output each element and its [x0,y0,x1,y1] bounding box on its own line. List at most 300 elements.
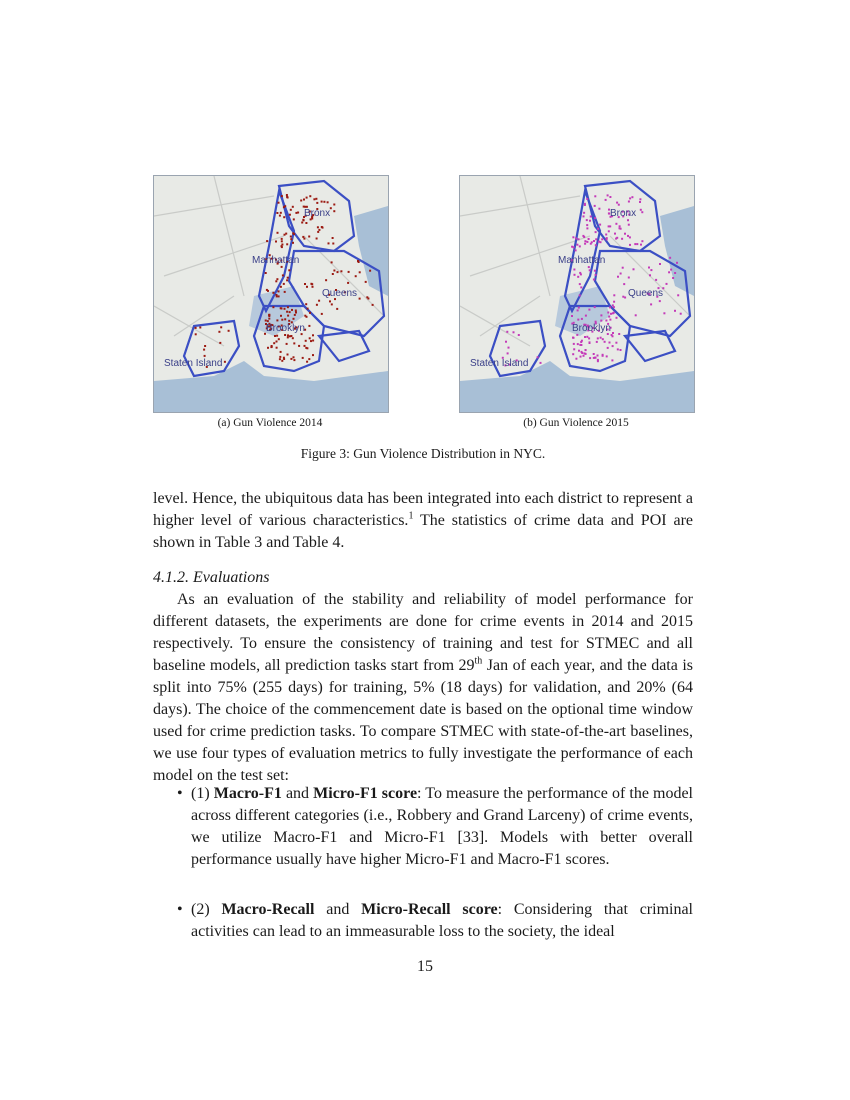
incident-dot [293,356,295,358]
incident-dot [321,313,323,315]
incident-dot [641,240,643,242]
figure-caption: Figure 3: Gun Violence Distribution in NYC. [300,446,546,461]
incident-dot [355,275,357,277]
incident-dot [593,240,595,242]
incident-dot [284,308,286,310]
incident-dot [307,308,309,310]
incident-dot [286,196,288,198]
incident-dot [668,271,670,273]
incident-dot [612,304,614,306]
incident-dot [585,315,587,317]
incident-dot [627,219,629,221]
incident-dot [359,298,361,300]
incident-dot [589,341,591,343]
incident-dot [275,280,277,282]
term-bold: Micro-F1 score [313,785,418,802]
incident-dot [287,306,289,308]
incident-dot [309,312,311,314]
incident-dot [365,281,367,283]
incident-dot [283,357,285,359]
incident-dot [593,353,595,355]
incident-dot [273,342,275,344]
incident-dot [288,320,290,322]
incident-dot [291,309,293,311]
incident-dot [305,303,307,305]
incident-dot [317,226,319,228]
incident-dot [312,334,314,336]
incident-dot [580,273,582,275]
incident-dot [606,238,608,240]
incident-dot [204,345,206,347]
footnote-marker: 1 [408,510,414,522]
incident-dot [281,195,283,197]
incident-dot [613,294,615,296]
incident-dot [629,236,631,238]
incident-dot [287,315,289,317]
bullet-list-item [153,783,693,871]
incident-dot [622,296,624,298]
incident-dot [281,240,283,242]
incident-dot [629,197,631,199]
incident-dot [611,359,613,361]
incident-dot [301,222,303,224]
incident-dot [585,349,587,351]
ordinal-suffix: th [474,655,483,667]
incident-dot [580,356,582,358]
incident-dot [306,361,308,363]
incident-dot [584,243,586,245]
conjunction: and [314,901,362,918]
incident-dot [305,222,307,224]
incident-dot [583,236,585,238]
incident-dot [602,338,604,340]
incident-dot [600,320,602,322]
map-gun-violence-2015 [459,175,695,413]
incident-dot [358,261,360,263]
incident-dot [332,237,334,239]
paragraph-text: Jan of each year, and the data is split into 75% (255 days) for training, 5% (18 days) for validation, and 20% (64 days). The choice of the commencement date is based on the optional time window used for crime prediction tasks. To compare STMEC with state-of-the-art baselines, we use four types of evaluation metrics to fully investigate the performance of each model on the test set: [153,657,693,784]
incident-dot [286,194,288,196]
incident-dot [309,195,311,197]
incident-dot [620,273,622,275]
incident-dot [593,279,595,281]
incident-dot [575,238,577,240]
incident-dot [292,337,294,339]
label-brooklyn: Brooklyn [572,323,611,334]
incident-dot [292,242,294,244]
incident-dot [220,326,222,328]
incident-dot [284,318,286,320]
incident-dot [281,246,283,248]
incident-dot [336,308,338,310]
incident-dot [583,215,585,217]
incident-dot [272,292,274,294]
incident-dot [586,219,588,221]
map-gun-violence-2014 [153,175,389,413]
incident-dot [274,335,276,337]
incident-dot [605,234,607,236]
incident-dot [594,306,596,308]
incident-dot [327,201,329,203]
paragraph-text: As an evaluation of the stability and reliability of model performance for different datasets, the experiments are done for crime events in 2014 and 2015 respectively. To ensure the consistency of training and test for STMEC and all baseline models, all prediction tasks start from 29 [153,591,693,674]
incident-dot [640,209,642,211]
incident-dot [595,231,597,233]
incident-dot [306,347,308,349]
incident-dot [302,357,304,359]
label-brooklyn: Brooklyn [266,323,305,334]
incident-dot [674,310,676,312]
incident-dot [306,197,308,199]
incident-dot [316,202,318,204]
incident-dot [302,236,304,238]
incident-dot [631,196,633,198]
subcaption-a: (a) Gun Violence 2014 [217,417,323,429]
incident-dot [579,294,581,296]
incident-dot [578,350,580,352]
incident-dot [284,334,286,336]
incident-dot [609,196,611,198]
incident-dot [594,270,596,272]
incident-dot [609,319,611,321]
incident-dot [610,313,612,315]
incident-dot [267,320,269,322]
incident-dot [614,233,616,235]
incident-dot [281,266,283,268]
incident-dot [619,227,621,229]
incident-dot [608,225,610,227]
incident-dot [576,244,578,246]
incident-dot [635,314,637,316]
incident-dot [195,333,197,335]
incident-dot [287,336,289,338]
incident-dot [282,274,284,276]
incident-dot [650,269,652,271]
incident-dot [265,272,267,274]
incident-dot [576,334,578,336]
incident-dot [628,201,630,203]
incident-dot [359,271,361,273]
incident-dot [677,294,679,296]
incident-dot [580,341,582,343]
incident-dot [290,236,292,238]
incident-dot [609,306,611,308]
incident-dot [367,298,369,300]
incident-dot [574,274,576,276]
section-heading: 4.1.2. Evaluations [153,569,270,586]
label-staten-island: Staten Island [164,358,223,369]
incident-dot [613,312,615,314]
incident-dot [666,283,668,285]
incident-dot [590,216,592,218]
incident-dot [595,238,597,240]
incident-dot [369,270,371,272]
incident-dot [286,343,288,345]
incident-dot [348,271,350,273]
label-bronx: Bronx [610,208,637,219]
incident-dot [278,295,280,297]
incident-dot [588,266,590,268]
incident-dot [292,232,294,234]
incident-dot [620,349,622,351]
incident-dot [624,233,626,235]
incident-dot [203,349,205,351]
incident-dot [276,278,278,280]
incident-dot [288,269,290,271]
incident-dot [276,212,278,214]
incident-dot [312,354,314,356]
incident-dot [331,261,333,263]
incident-dot [267,347,269,349]
incident-dot [276,347,278,349]
incident-dot [295,212,297,214]
incident-dot [316,304,318,306]
incident-dot [607,347,609,349]
incident-dot [276,295,278,297]
label-staten-island: Staten Island [470,358,529,369]
incident-dot [577,343,579,345]
incident-dot [588,309,590,311]
incident-dot [589,269,591,271]
incident-dot [634,243,636,245]
page-number: 15 [417,958,433,975]
incident-dot [627,235,629,237]
incident-dot [618,204,620,206]
incident-dot [580,344,582,346]
label-manhattan: Manhattan [252,255,300,266]
incident-dot [621,238,623,240]
incident-dot [615,342,617,344]
incident-dot [289,311,291,313]
incident-dot [507,352,509,354]
incident-dot [583,355,585,357]
incident-dot [598,241,600,243]
paragraph-districts [153,488,693,554]
incident-dot [303,199,305,201]
incident-dot [629,244,631,246]
paragraph-evaluations [153,589,693,787]
incident-dot [279,215,281,217]
incident-dot [280,286,282,288]
incident-dot [287,334,289,336]
incident-dot [292,206,294,208]
incident-dot [293,218,295,220]
incident-dot [280,351,282,353]
incident-dot [224,361,226,363]
bullet-macro-recall [153,899,693,943]
incident-dot [305,340,307,342]
bullet-number: (1) [191,785,214,802]
term-bold: Micro-Recall score [361,901,498,918]
incident-dot [309,337,311,339]
incident-dot [639,198,641,200]
incident-dot [599,224,601,226]
incident-dot [597,228,599,230]
bullet-macro-f1 [153,783,693,871]
incident-dot [585,353,587,355]
incident-dot [609,342,611,344]
incident-dot [596,341,598,343]
incident-dot [280,212,282,214]
incident-dot [676,262,678,264]
term-bold: Macro-F1 [213,785,282,802]
incident-dot [648,267,650,269]
incident-dot [579,245,581,247]
incident-dot [289,214,291,216]
incident-dot [286,279,288,281]
incident-dot [641,211,643,213]
incident-dot [601,238,603,240]
incident-dot [598,208,600,210]
incident-dot [321,226,323,228]
incident-dot [607,312,609,314]
incident-dot [278,202,280,204]
incident-dot [304,283,306,285]
incident-dot [333,204,335,206]
incident-dot [278,290,280,292]
incident-dot [608,230,610,232]
incident-dot [332,273,334,275]
incident-dot [573,269,575,271]
incident-dot [318,300,320,302]
incident-dot [672,277,674,279]
incident-dot [268,314,270,316]
paragraph-text: The statistics of crime data and POI are shown in Table 3 and Table 4. [153,512,693,551]
incident-dot [619,225,621,227]
label-manhattan: Manhattan [558,255,606,266]
incident-dot [333,270,335,272]
incident-dot [612,335,614,337]
incident-dot [595,244,597,246]
bullet-number: (2) [191,901,222,918]
incident-dot [276,319,278,321]
incident-dot [312,286,314,288]
incident-dot [674,272,676,274]
incident-dot [308,325,310,327]
incident-dot [584,204,586,206]
incident-dot [310,340,312,342]
incident-dot [329,300,331,302]
incident-dot [281,308,283,310]
incident-dot [279,356,281,358]
incident-dot [588,238,590,240]
incident-dot [572,337,574,339]
subcaption-b: (b) Gun Violence 2015 [523,417,629,429]
incident-dot [284,234,286,236]
incident-dot [284,205,286,207]
incident-dot [586,336,588,338]
incident-dot [663,312,665,314]
incident-dot [605,320,607,322]
bullet-text: : To measure the performance of the model across different categories (i.e., Robbery and Grand Larceny) of crime events, we utilize Macro-F1 and Micro-F1 [33]. Models with better overall performance usually have higher Micro-F1 and Macro-F1 scores. [191,785,694,868]
incident-dot [572,353,574,355]
incident-dot [287,354,289,356]
incident-dot [577,276,579,278]
term-bold: Macro-Recall [221,901,315,918]
incident-dot [315,198,317,200]
incident-dot [508,347,510,349]
incident-dot [617,348,619,350]
incident-dot [617,276,619,278]
incident-dot [578,238,580,240]
incident-dot [655,279,657,281]
incident-dot [597,337,599,339]
incident-dot [302,219,304,221]
incident-dot [573,246,575,248]
incident-dot [328,242,330,244]
incident-dot [195,327,197,329]
incident-dot [623,283,625,285]
incident-dot [606,355,608,357]
incident-dot [293,342,295,344]
incident-dot [333,210,335,212]
label-queens: Queens [322,288,358,299]
incident-dot [265,320,267,322]
incident-dot [618,333,620,335]
incident-dot [572,236,574,238]
incident-dot [659,263,661,265]
incident-dot [639,201,641,203]
incident-dot [278,338,280,340]
incident-dot [669,257,671,259]
incident-dot [283,283,285,285]
incident-dot [575,358,577,360]
incident-dot [600,314,602,316]
incident-dot [597,360,599,362]
incident-dot [347,282,349,284]
incident-dot [312,340,314,342]
incident-dot [584,336,586,338]
bullet-dot: • [177,785,183,802]
incident-dot [586,227,588,229]
incident-dot [281,360,283,362]
incident-dot [595,274,597,276]
incident-dot [650,303,652,305]
incident-dot [580,286,582,288]
incident-dot [204,355,206,357]
incident-dot [506,331,508,333]
incident-dot [308,358,310,360]
bullet-dot: • [177,901,183,918]
incident-dot [589,357,591,359]
incident-dot [283,216,285,218]
incident-dot [659,300,661,302]
incident-dot [540,362,542,364]
incident-dot [624,297,626,299]
incident-dot [276,341,278,343]
incident-dot [331,303,333,305]
incident-dot [604,341,606,343]
nyc-map-2015 [460,176,694,412]
incident-dot [615,223,617,225]
incident-dot [290,358,292,360]
incident-dot [272,306,274,308]
incident-dot [584,240,586,242]
incident-dot [616,317,618,319]
incident-dot [313,198,315,200]
incident-dot [594,217,596,219]
incident-dot [680,313,682,315]
incident-dot [284,291,286,293]
incident-dot [640,244,642,246]
incident-dot [505,341,507,343]
incident-dot [287,277,289,279]
incident-dot [325,279,327,281]
paragraph-text: level. Hence, the ubiquitous data has been integrated into each district to represent a higher level of various characteristics. [153,490,693,529]
incident-dot [513,331,515,333]
bullet-list-item [153,899,693,943]
incident-dot [289,335,291,337]
incident-dot [321,201,323,203]
